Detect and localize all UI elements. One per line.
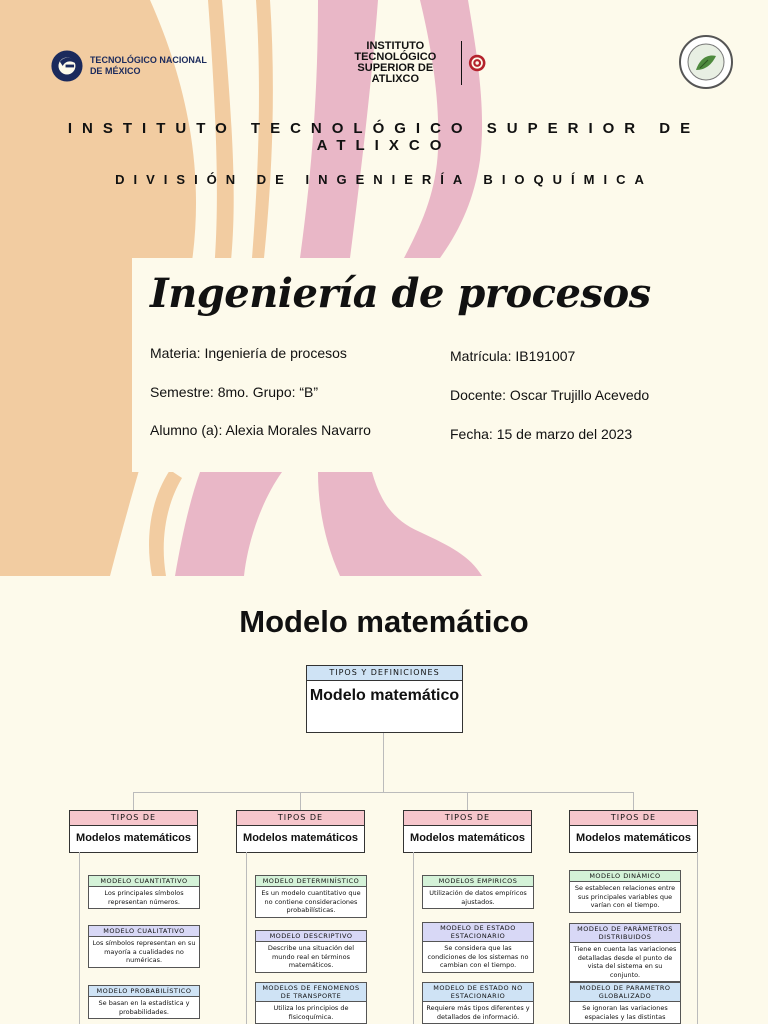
column-3 bbox=[403, 810, 532, 1021]
model-card bbox=[255, 982, 367, 1024]
model-card bbox=[255, 875, 367, 918]
branch-drop-1 bbox=[133, 792, 134, 810]
branch-drop-3 bbox=[467, 792, 468, 810]
column-header bbox=[569, 810, 698, 853]
model-card-tag: MODELO DE PARÁMETROS DISTRIBUIDOS bbox=[570, 924, 680, 943]
branch-drop-4 bbox=[633, 792, 634, 810]
model-card-tag: MODELOS DE FENOMENOS DE TRANSPORTE bbox=[256, 983, 366, 1002]
materia-text: Materia: Ingeniería de procesos bbox=[150, 345, 347, 361]
model-card bbox=[569, 923, 681, 982]
institution-heading: INSTITUTO TECNOLÓGICO SUPERIOR DE ATLIXCO bbox=[67, 120, 701, 154]
column-header bbox=[403, 810, 532, 853]
division-heading: DIVISIÓN DE INGENIERÍA BIOQUÍMICA bbox=[115, 172, 653, 187]
model-card-desc: Es un modelo cuantitativo que no contiene consideraciones probabilísticas. bbox=[261, 889, 361, 914]
model-card-desc: Se establecen relaciones entre sus principales variables que varían con el tiempo. bbox=[574, 884, 676, 909]
diagram-heading: Modelo matemático bbox=[239, 604, 529, 639]
fecha-text: Fecha: 15 de marzo del 2023 bbox=[450, 426, 633, 442]
gear-seal-icon bbox=[468, 42, 486, 84]
root-node-tag: TIPOS Y DEFINICIONES bbox=[307, 666, 462, 681]
column-spine bbox=[697, 852, 698, 1024]
branch-drop-2 bbox=[300, 792, 301, 810]
model-card-desc: Los símbolos representan en su mayoría a cualidades no numéricas. bbox=[92, 939, 196, 964]
model-card-desc: Se ignoran las variaciones espaciales y las distintas bbox=[582, 1004, 668, 1021]
semestre-text: Semestre: 8mo. Grupo: “B” bbox=[150, 384, 319, 400]
column-name: Modelos matemáticos bbox=[76, 832, 191, 844]
root-node bbox=[306, 665, 463, 733]
model-card-desc: Utilización de datos empíricos ajustados. bbox=[429, 889, 527, 906]
column-name: Modelos matemáticos bbox=[243, 832, 358, 844]
bioquimica-seal-icon bbox=[678, 34, 734, 90]
docente-text: Docente: Oscar Trujillo Acevedo bbox=[450, 387, 650, 403]
column-tag: TIPOS DE bbox=[570, 811, 697, 826]
model-card-desc: Tiene en cuenta las variaciones detalladas desde el punto de vista del sistema en su conjunto. bbox=[573, 945, 677, 979]
column-tag: TIPOS DE bbox=[404, 811, 531, 826]
column-2 bbox=[236, 810, 365, 1021]
branch-connector bbox=[133, 792, 633, 793]
model-card bbox=[88, 985, 200, 1019]
column-1 bbox=[69, 810, 198, 1016]
cover-title: Ingeniería de procesos bbox=[150, 270, 651, 317]
model-card bbox=[255, 930, 367, 973]
column-spine bbox=[246, 852, 247, 1024]
model-card-tag: MODELO DESCRIPTIVO bbox=[256, 931, 366, 942]
model-card bbox=[422, 875, 534, 909]
model-card bbox=[88, 875, 200, 909]
column-header bbox=[236, 810, 365, 853]
model-card-tag: MODELO CUANTITATIVO bbox=[89, 876, 199, 887]
model-card-desc: Se considera que las condiciones de los sistemas no cambian con el tiempo. bbox=[427, 944, 529, 969]
model-card-tag: MODELO PROBABILÍSTICO bbox=[89, 986, 199, 997]
tecnm-logo-text: TECNOLÓGICO NACIONAL DE MÉXICO bbox=[89, 55, 207, 76]
model-card-tag: MODELO CUALITATIVO bbox=[89, 926, 199, 937]
model-card-tag: MODELO DE ESTADO ESTACIONARIO bbox=[423, 923, 533, 942]
model-card bbox=[88, 925, 200, 968]
itsa-logo-text: INSTITUTO TECNOLÓGICO SUPERIOR DE ATLIXCO bbox=[336, 41, 462, 85]
model-card-desc: Se basan en la estadística y probabilidades. bbox=[98, 999, 190, 1016]
matricula-text: Matrícula: IB191007 bbox=[450, 348, 576, 364]
column-tag: TIPOS DE bbox=[70, 811, 197, 826]
model-card-tag: MODELO DETERMINÍSTICO bbox=[256, 876, 366, 887]
model-card-desc: Utiliza los principios de fisicoquímica. bbox=[273, 1004, 349, 1021]
itsa-logo bbox=[336, 34, 486, 92]
model-card bbox=[422, 982, 534, 1024]
model-card bbox=[569, 870, 681, 913]
model-card-tag: MODELOS EMPIRICOS bbox=[423, 876, 533, 887]
model-card-tag: MODELO DE ESTADO NO ESTACIONARIO bbox=[423, 983, 533, 1002]
root-node-name: Modelo matemático bbox=[309, 687, 460, 704]
model-card-tag: MODELO DE PARAMETRO GLOBALIZADO bbox=[570, 983, 680, 1002]
model-card-tag: MODELO DINÁMICO bbox=[570, 871, 680, 882]
eagle-emblem-icon bbox=[50, 34, 84, 98]
model-card-desc: Describe una situación del mundo real en términos matemáticos. bbox=[267, 944, 355, 969]
root-connector bbox=[383, 731, 384, 793]
column-header bbox=[69, 810, 198, 853]
column-4 bbox=[569, 810, 698, 1021]
tecnm-logo bbox=[50, 34, 210, 98]
model-card bbox=[422, 922, 534, 973]
column-spine bbox=[79, 852, 80, 1024]
column-spine bbox=[413, 852, 414, 1024]
model-card-desc: Requiere más tipos diferentes y detallados de informació. bbox=[426, 1004, 530, 1021]
model-card bbox=[569, 982, 681, 1024]
column-name: Modelos matemáticos bbox=[576, 832, 691, 844]
column-tag: TIPOS DE bbox=[237, 811, 364, 826]
model-card-desc: Los principales símbolos representan números. bbox=[104, 889, 184, 906]
alumno-text: Alumno (a): Alexia Morales Navarro bbox=[150, 422, 371, 438]
column-name: Modelos matemáticos bbox=[410, 832, 525, 844]
